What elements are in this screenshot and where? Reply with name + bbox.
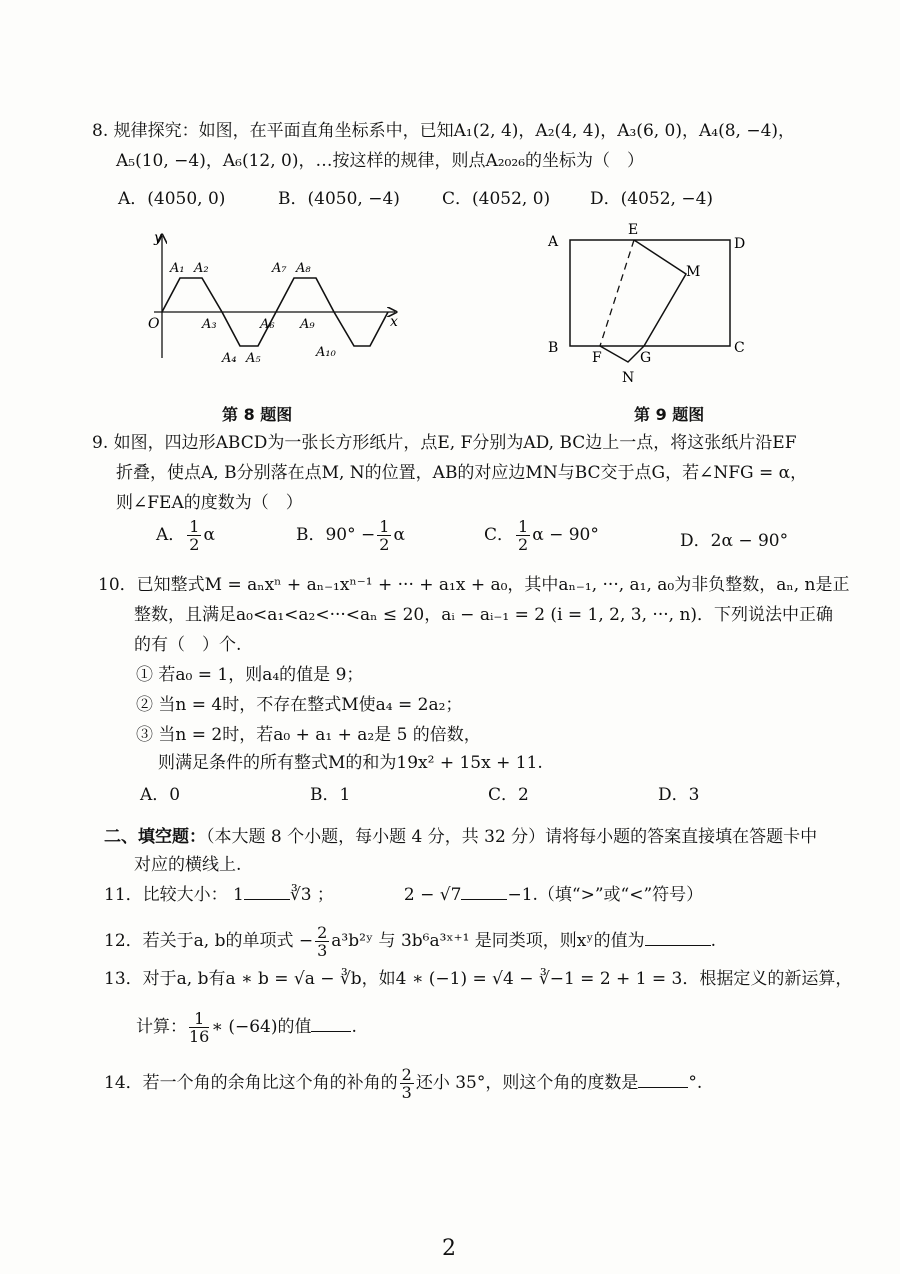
q10-line1: 10．已知整式M = aₙxⁿ + aₙ₋₁xⁿ⁻¹ + ··· + a₁x + a₀，其中aₙ₋₁, ···, a₁, a₀为非负整数，aₙ, n是正 [98,575,850,595]
q10-option-b: B．1 [310,785,351,805]
q10-line2: 整数，且满足a₀<a₁<a₂<···<aₙ ≤ 20，aᵢ − aᵢ₋₁ = 2 (i = 1, 2, 3, ···, n)．下列说法中正确 [134,605,834,625]
q8-line2: A₅(10, −4)，A₆(12, 0)，…按这样的规律，则点A₂₀₂₆的坐标为（ ） [116,151,645,171]
label-M: M [686,264,701,280]
x-axis-label: x [390,314,398,330]
q11: 11．比较大小： 1 ∛3 ； 2 − √7 −1.（填“>”或“<”符号） [104,885,704,905]
fold-line-ef [600,240,634,346]
y-axis-label: y [154,230,162,246]
q8-line1: 8. 规律探究：如图，在平面直角坐标系中，已知A₁(2, 4)，A₂(4, 4)，A₃(6, 0)，A₄(8, −4)， [92,121,796,141]
q8-option-d: D．(4052, −4) [590,189,714,209]
fold-em-mg [634,240,686,346]
q9-option-d: D．2α − 90° [680,531,789,551]
figure-9-diagram [540,222,760,392]
q10-line3: 的有（ ）个. [134,635,242,655]
q9-option-a: A． $\frac{1}{2}$ α [156,517,215,554]
q10-option-c: C．2 [488,785,529,805]
q9-option-b: B．90° − $\frac{1}{2}$ α [296,517,405,554]
label-a7: A₇ [272,261,287,276]
label-a3: A₃ [202,317,217,332]
label-F: F [592,350,602,366]
figure-8-graph [140,228,420,378]
q13-line1: 13．对于a, b有a ∗ b = √a − ∛b，如4 ∗ (−1) = √4 − ∛−1 = 2 + 1 = 3．根据定义的新运算， [104,969,853,989]
q8-option-a: A．(4050, 0) [118,189,226,209]
origin-label: O [148,316,160,332]
q9-line3: 则∠FEA的度数为（ ） [116,493,303,513]
q12-blank[interactable] [645,931,711,946]
triangle-fng [600,346,644,362]
q11-blank-1[interactable] [244,885,290,900]
label-B: B [548,340,559,356]
section2-line2: 对应的横线上. [134,855,242,875]
q14: 14．若一个角的余角比这个角的补角的 $\frac{2}{3}$ 还小 35°，则这个角的度数是 °. [104,1065,703,1102]
label-E: E [628,222,639,238]
label-A: A [548,234,559,250]
figure-8-caption: 第 8 题图 [222,405,293,424]
label-a2: A₂ [194,261,209,276]
label-D: D [734,236,746,252]
label-a4: A₄ [222,351,237,366]
label-a10: A₁₀ [316,345,336,360]
q14-blank[interactable] [638,1073,688,1088]
q12: 12．若关于a, b的单项式 − $\frac{2}{3}$ a³b²ʸ 与 3b⁶a³ˣ⁺¹ 是同类项，则xʸ的值为 . [104,923,716,960]
section2-title: 二、填空题： [104,827,206,847]
q9-line1: 9. 如图，四边形ABCD为一张长方形纸片，点E, F分别为AD, BC边上一点，将这张纸片沿EF [92,433,797,453]
q8-option-b: B．(4050, −4) [278,189,400,209]
q10-item3b: 则满足条件的所有整式M的和为19x² + 15x + 11. [158,753,543,773]
label-a8: A₈ [296,261,311,276]
section2-text: （本大题 8 个小题，每小题 4 分，共 32 分）请将每小题的答案直接填在答题卡中 [206,827,818,847]
q10-item3: ③ 当n = 2时，若a₀ + a₁ + a₂是 5 的倍数， [136,725,481,745]
rectangle-abcd [570,240,730,346]
figure-9-caption: 第 9 题图 [634,405,705,424]
q8-option-c: C．(4052, 0) [442,189,551,209]
label-N: N [622,370,635,386]
q10-option-d: D．3 [658,785,700,805]
label-C: C [734,340,745,356]
label-a6: A₆ [260,317,275,332]
label-a5: A₅ [246,351,261,366]
label-G: G [640,350,652,366]
label-a1: A₁ [170,261,185,276]
q10-item1: ① 若a₀ = 1，则a₄的值是 9； [136,665,364,685]
q10-item2: ② 当n = 4时，不存在整式M使a₄ = 2a₂； [136,695,463,715]
label-a9: A₉ [300,317,315,332]
section2-header [104,826,817,848]
q13-blank[interactable] [311,1017,351,1032]
page-number: 2 [442,1236,456,1261]
q10-option-a: A．0 [140,785,181,805]
q9-line2: 折叠，使点A, B分别落在点M, N的位置，AB的对应边MN与BC交于点G，若∠NFG = α， [116,463,808,483]
q11-blank-2[interactable] [461,885,507,900]
q9-option-c: C． $\frac{1}{2}$ α − 90° [484,517,599,554]
q13-line2: 计算： $\frac{1}{16}$ ∗ (−64)的值 . [136,1009,357,1046]
